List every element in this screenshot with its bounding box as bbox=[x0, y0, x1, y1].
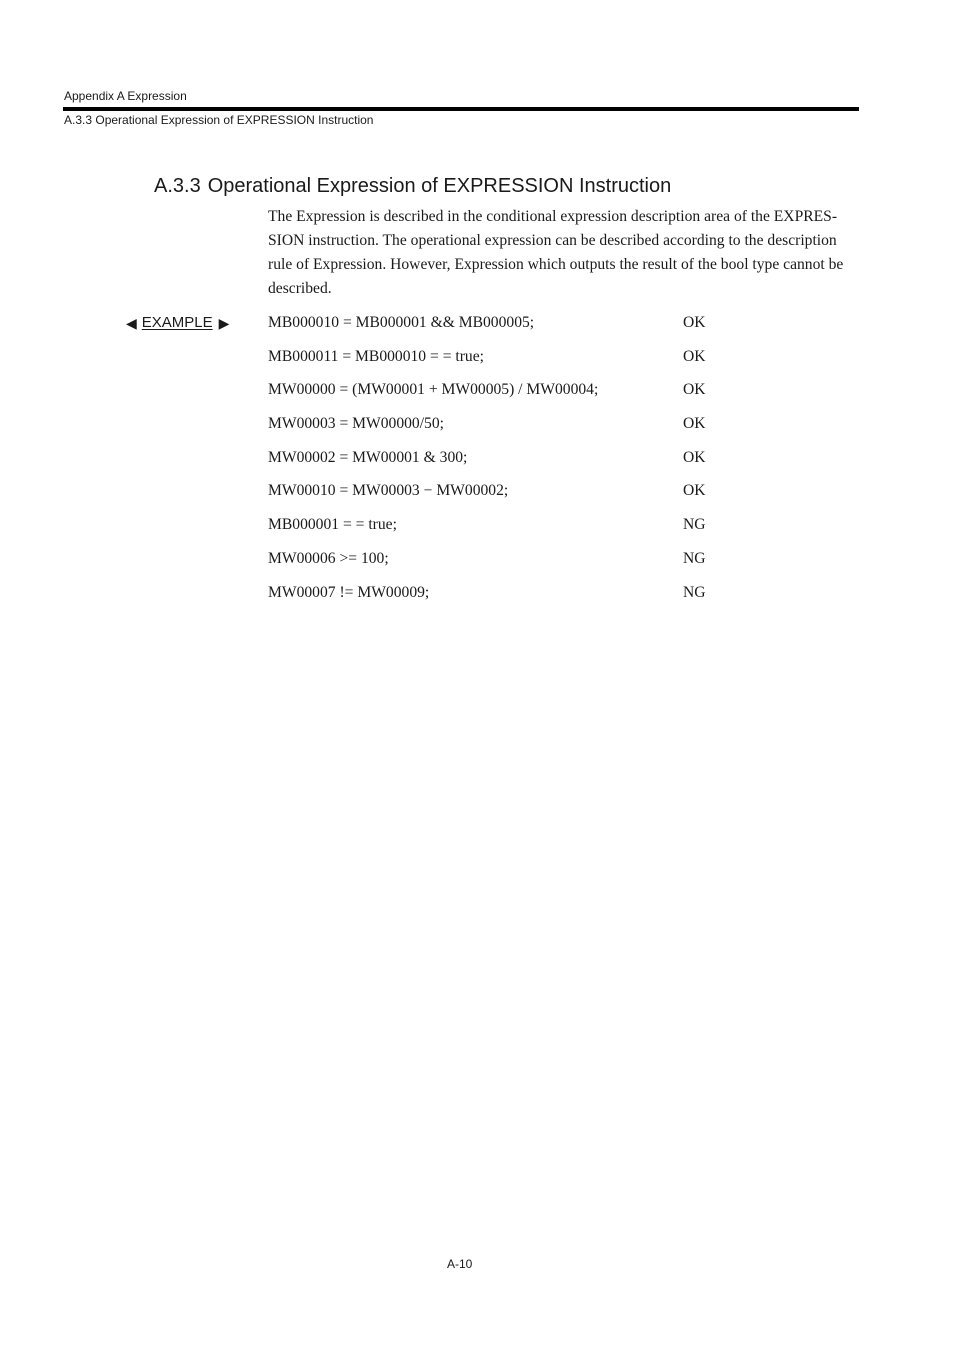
example-row bbox=[268, 313, 728, 347]
example-result: OK bbox=[683, 381, 706, 399]
example-result: OK bbox=[683, 347, 706, 365]
section-title: Operational Expression of EXPRESSION Instruction bbox=[207, 175, 672, 197]
example-code: MW00007 != MW00009; bbox=[268, 583, 430, 601]
example-code: MW00006 >= 100; bbox=[268, 549, 389, 567]
example-code: MB000001 = = true; bbox=[268, 516, 397, 534]
example-row bbox=[268, 549, 728, 583]
example-result: OK bbox=[683, 482, 706, 500]
header-rule bbox=[63, 107, 859, 111]
example-result: OK bbox=[683, 415, 706, 433]
example-row bbox=[268, 347, 728, 381]
example-result: NG bbox=[683, 516, 706, 534]
section-heading bbox=[154, 173, 671, 199]
example-result: OK bbox=[683, 448, 706, 466]
example-code: MB000011 = MB000010 = = true; bbox=[268, 347, 484, 365]
example-row bbox=[268, 414, 728, 448]
example-label bbox=[126, 314, 229, 332]
example-code: MW00003 = MW00000/50; bbox=[268, 415, 444, 433]
example-row bbox=[268, 448, 728, 482]
example-code: MB000010 = MB000001 && MB000005; bbox=[268, 314, 535, 331]
example-result: OK bbox=[683, 314, 706, 331]
left-triangle-icon: ◀ bbox=[126, 315, 137, 331]
running-header-section: A.3.3 Operational Expression of EXPRESSION Instruction bbox=[64, 113, 374, 127]
example-row bbox=[268, 583, 728, 617]
example-row bbox=[268, 481, 728, 515]
example-label-text: EXAMPLE bbox=[141, 314, 213, 331]
example-code: MW00000 = (MW00001 + MW00005) / MW00004; bbox=[268, 381, 599, 399]
right-triangle-icon: ▶ bbox=[218, 315, 230, 331]
example-code: MW00010 = MW00003 − MW00002; bbox=[268, 482, 509, 500]
example-code: MW00002 = MW00001 & 300; bbox=[268, 448, 468, 466]
example-row bbox=[268, 515, 728, 549]
page-number: A-10 bbox=[447, 1257, 473, 1271]
body-paragraph: The Expression is described in the conditional expression description area of the EXPRES-SION instruction. The operational expression can be described according to the description rule of Expression. However, Expression which outputs the result of the bool type cannot be described. bbox=[268, 208, 844, 297]
section-number: A.3.3 bbox=[154, 175, 201, 197]
example-result: NG bbox=[683, 549, 706, 567]
example-row bbox=[268, 380, 728, 414]
example-list bbox=[268, 313, 728, 616]
running-header-chapter: Appendix A Expression bbox=[64, 89, 187, 103]
example-result: NG bbox=[683, 583, 706, 601]
